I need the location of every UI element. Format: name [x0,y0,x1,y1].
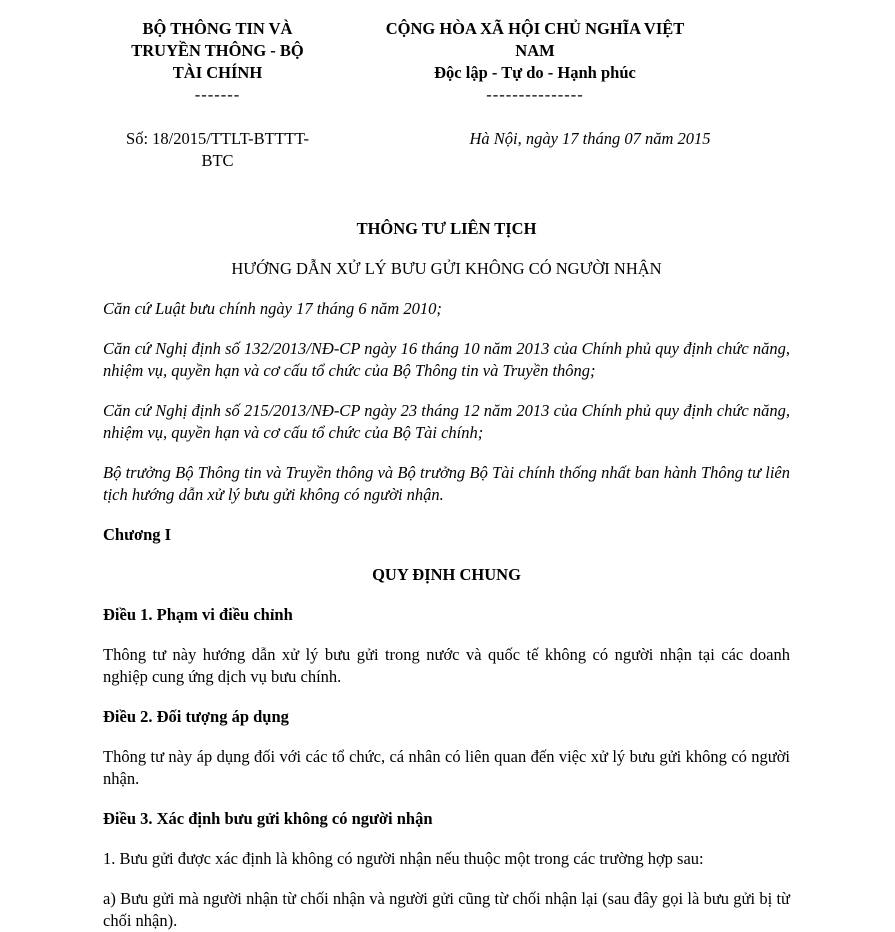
issuing-agency-name: BỘ THÔNG TIN VÀ TRUYỀN THÔNG - BỘ TÀI CHÍNH [131,19,304,82]
preamble-paragraph: Bộ trưởng Bộ Thông tin và Truyền thông và Bộ trưởng Bộ Tài chính thống nhất ban hành Thông tư liên tịch hướng dẫn xử lý bưu gửi không có người nhận. [103,463,790,504]
document-header [103,18,790,172]
national-motto: Độc lập - Tự do - Hạnh phúc [434,63,636,82]
preamble-paragraph: Căn cứ Luật bưu chính ngày 17 tháng 6 năm 2010; [103,299,442,318]
paragraph: Thông tư này áp dụng đối với các tổ chức, cá nhân có liên quan đến việc xử lý bưu gửi không có người nhận. [103,747,790,788]
national-heading-block [370,18,810,150]
dateline: Hà Nội, ngày 17 tháng 07 năm 2015 [469,129,711,148]
paragraph: 1. Bưu gửi được xác định là không có người nhận nếu thuộc một trong các trường hợp sau: [103,849,704,868]
article-heading: Điều 3. Xác định bưu gửi không có người nhận [103,809,433,828]
left-divider: ------- [194,85,241,104]
paragraph: Thông tư này hướng dẫn xử lý bưu gửi trong nước và quốc tế không có người nhận tại các doanh nghiệp cung ứng dịch vụ bưu chính. [103,645,790,686]
country-name: CỘNG HÒA XÃ HỘI CHỦ NGHĨA VIỆT NAM [385,19,685,60]
chapter-label: Chương I [103,525,172,544]
right-divider: --------------- [486,85,584,104]
paragraph: a) Bưu gửi mà người nhận từ chối nhận và người gửi cũng từ chối nhận lại (sau đây gọi là bưu gửi bị từ chối nhận). [103,889,790,930]
issuing-agency-block [115,18,320,172]
article-heading: Điều 1. Phạm vi điều chỉnh [103,605,293,624]
preamble-paragraph: Căn cứ Nghị định số 215/2013/NĐ-CP ngày 23 tháng 12 năm 2013 của Chính phủ quy định chức năng, nhiệm vụ, quyền hạn và cơ cấu tổ chức của Bộ Tài chính; [103,401,790,442]
article-heading: Điều 2. Đối tượng áp dụng [103,707,289,726]
country-motto-block [370,18,700,106]
document-subtitle: HƯỚNG DẪN XỬ LÝ BƯU GỬI KHÔNG CÓ NGƯỜI NHẬN [231,259,662,278]
document-number: Số: 18/2015/TTLT-BTTTT-BTC [126,129,309,170]
document-title: THÔNG TƯ LIÊN TỊCH [356,219,537,238]
preamble-paragraph: Căn cứ Nghị định số 132/2013/NĐ-CP ngày 16 tháng 10 năm 2013 của Chính phủ quy định chức năng, nhiệm vụ, quyền hạn và cơ cấu tổ chức của Bộ Thông tin và Truyền thông; [103,339,790,380]
chapter-title: QUY ĐỊNH CHUNG [372,565,521,584]
